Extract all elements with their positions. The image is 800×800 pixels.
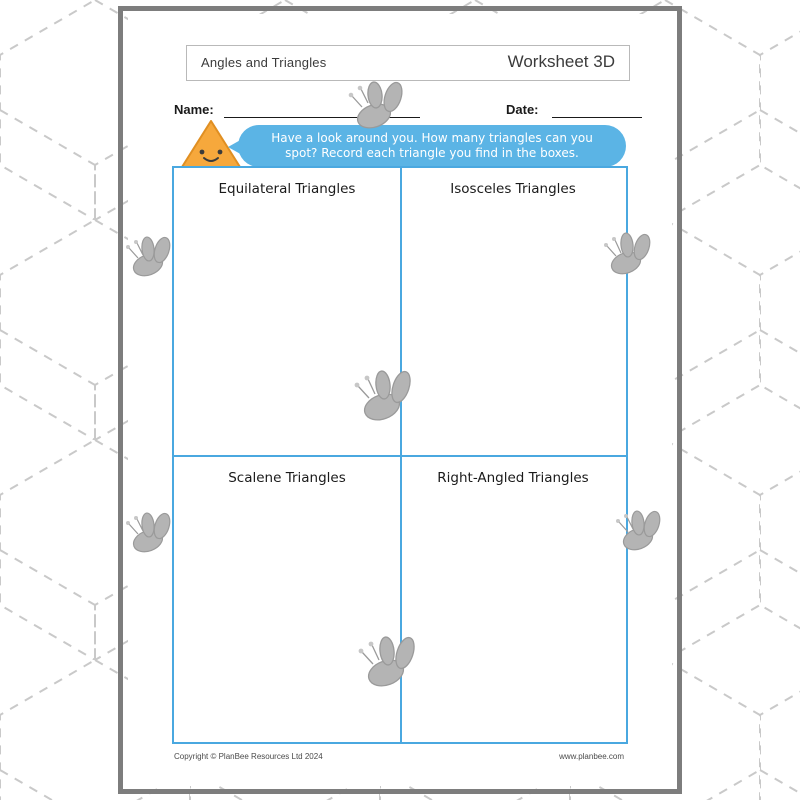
footer-website[interactable]: www.planbee.com [559,752,624,761]
cell-title-equilateral: Equilateral Triangles [218,181,356,197]
bee-icon [122,508,180,560]
bee-icon [598,228,658,282]
cell-title-isosceles: Isosceles Triangles [450,181,576,197]
cell-title-scalene: Scalene Triangles [228,470,346,486]
instruction-speech-bubble [238,125,626,167]
bee-icon [122,232,180,284]
worksheet-number-title: Worksheet 3D [507,52,615,71]
footer-copyright: Copyright © PlanBee Resources Ltd 2024 [174,752,323,761]
name-label: Name: [174,102,214,117]
cell-title-right-angled: Right-Angled Triangles [437,470,589,486]
bee-icon [612,506,670,558]
bee-icon [348,366,420,428]
grid-horizontal-divider [174,455,626,457]
bee-icon [352,632,424,694]
bee-icon [342,76,412,138]
date-input-line[interactable] [552,117,642,118]
worksheet-topic-title: Angles and Triangles [201,55,327,70]
date-label: Date: [506,102,539,117]
instruction-text: Have a look around you. How many triangles can you spot? Record each triangle you find in the boxes. [271,131,593,160]
